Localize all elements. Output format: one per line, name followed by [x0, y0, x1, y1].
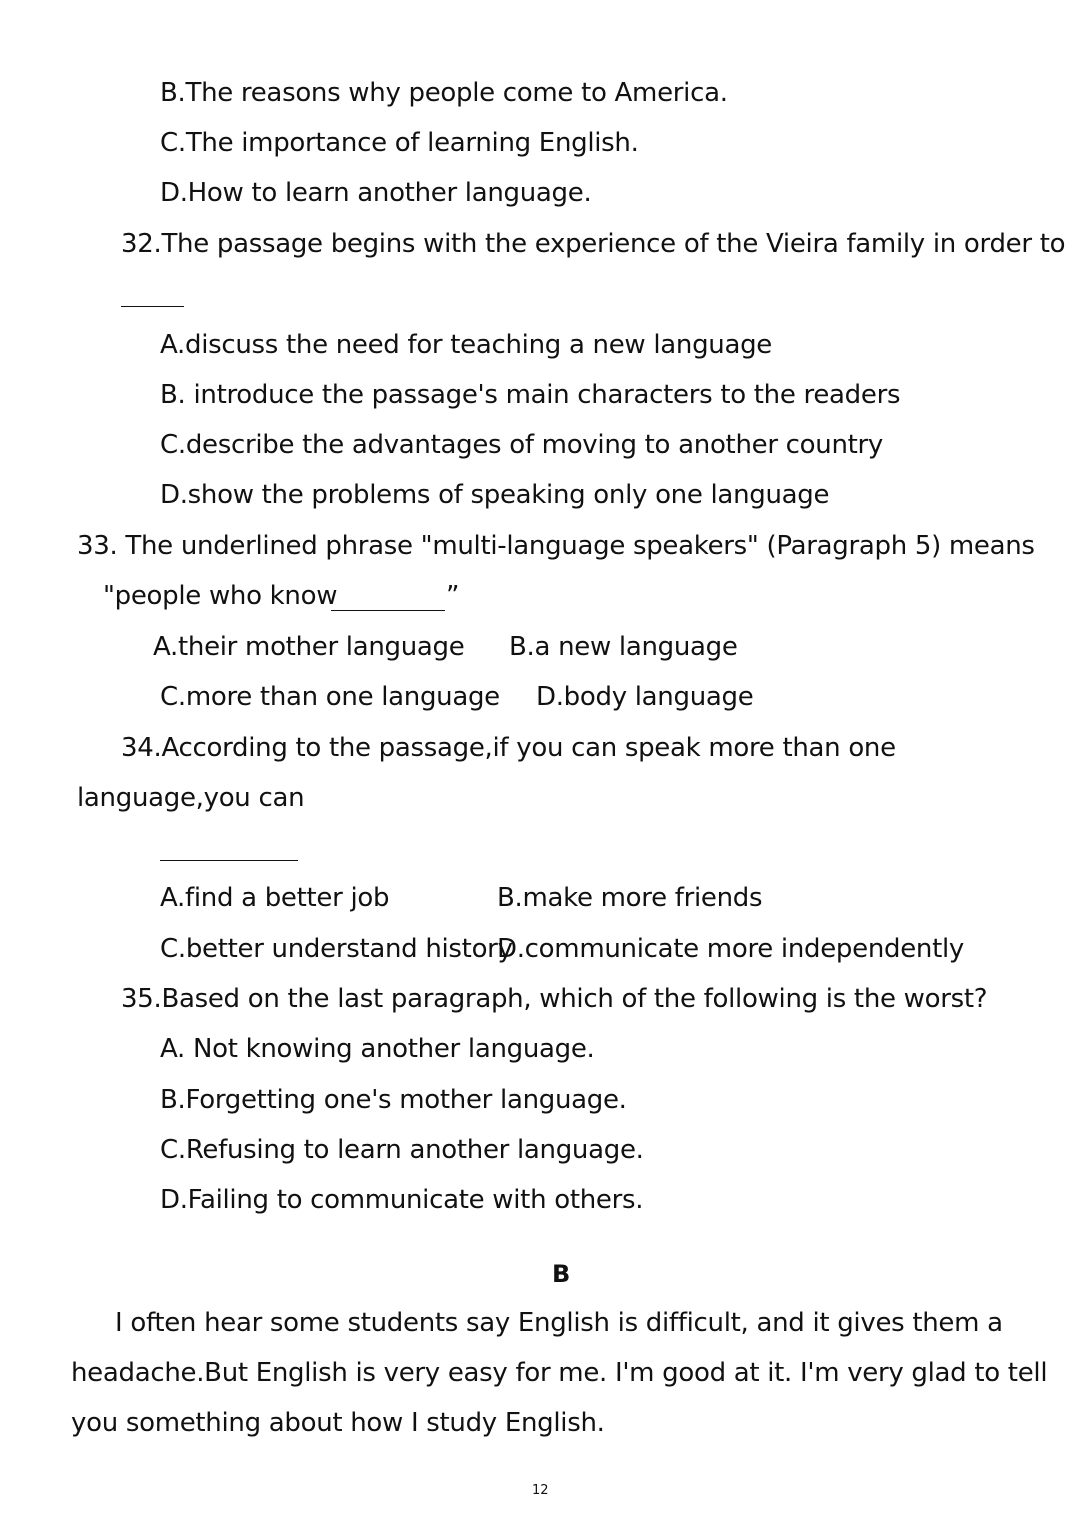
- q35-option-b: B.Forgetting one's mother language.: [160, 1085, 627, 1115]
- q33-stem-line2: "people who know: [103, 581, 338, 611]
- q34-stem-line1: 34.According to the passage,if you can speak more than one: [121, 733, 896, 763]
- q34-option-d: D.communicate more independently: [497, 934, 964, 964]
- q34-option-a: A.find a better job: [160, 883, 390, 913]
- q33-stem-line1: 33. The underlined phrase "multi-language speakers" (Paragraph 5) means: [77, 531, 1035, 561]
- page-number: 12: [532, 1483, 549, 1498]
- q35-stem: 35.Based on the last paragraph, which of the following is the worst?: [121, 984, 988, 1014]
- q34-stem-line2: language,you can: [77, 783, 305, 813]
- q33-stem-close-quote: ”: [446, 581, 460, 611]
- section-b-paragraph-line3: you something about how I study English.: [71, 1408, 605, 1438]
- q32-option-d: D.show the problems of speaking only one language: [160, 480, 830, 510]
- q34-answer-blank: [160, 860, 298, 861]
- q35-option-c: C.Refusing to learn another language.: [160, 1135, 644, 1165]
- q34-option-c: C.better understand history: [160, 934, 513, 964]
- q33-answer-blank: [331, 610, 445, 611]
- q31-option-d: D.How to learn another language.: [160, 178, 592, 208]
- q35-option-a: A. Not knowing another language.: [160, 1034, 595, 1064]
- q32-option-a: A.discuss the need for teaching a new language: [160, 330, 773, 360]
- q32-stem: 32.The passage begins with the experience of the Vieira family in order to: [121, 229, 1066, 259]
- q33-option-d: D.body language: [536, 682, 754, 712]
- q32-answer-blank: [121, 306, 184, 307]
- q35-option-d: D.Failing to communicate with others.: [160, 1185, 644, 1215]
- q34-option-b: B.make more friends: [497, 883, 763, 913]
- section-b-paragraph-line1: I often hear some students say English is difficult, and it gives them a: [115, 1308, 1003, 1338]
- q33-option-b: B.a new language: [509, 632, 738, 662]
- q32-option-b: B. introduce the passage's main characters to the readers: [160, 380, 901, 410]
- q32-option-c: C.describe the advantages of moving to another country: [160, 430, 883, 460]
- q33-option-a: A.their mother language: [153, 632, 465, 662]
- section-b-heading: B: [552, 1260, 571, 1288]
- section-b-paragraph-line2: headache.But English is very easy for me. I'm good at it. I'm very glad to tell: [71, 1358, 1048, 1388]
- q31-option-c: C.The importance of learning English.: [160, 128, 639, 158]
- q33-option-c: C.more than one language: [160, 682, 500, 712]
- q31-option-b: B.The reasons why people come to America.: [160, 78, 728, 108]
